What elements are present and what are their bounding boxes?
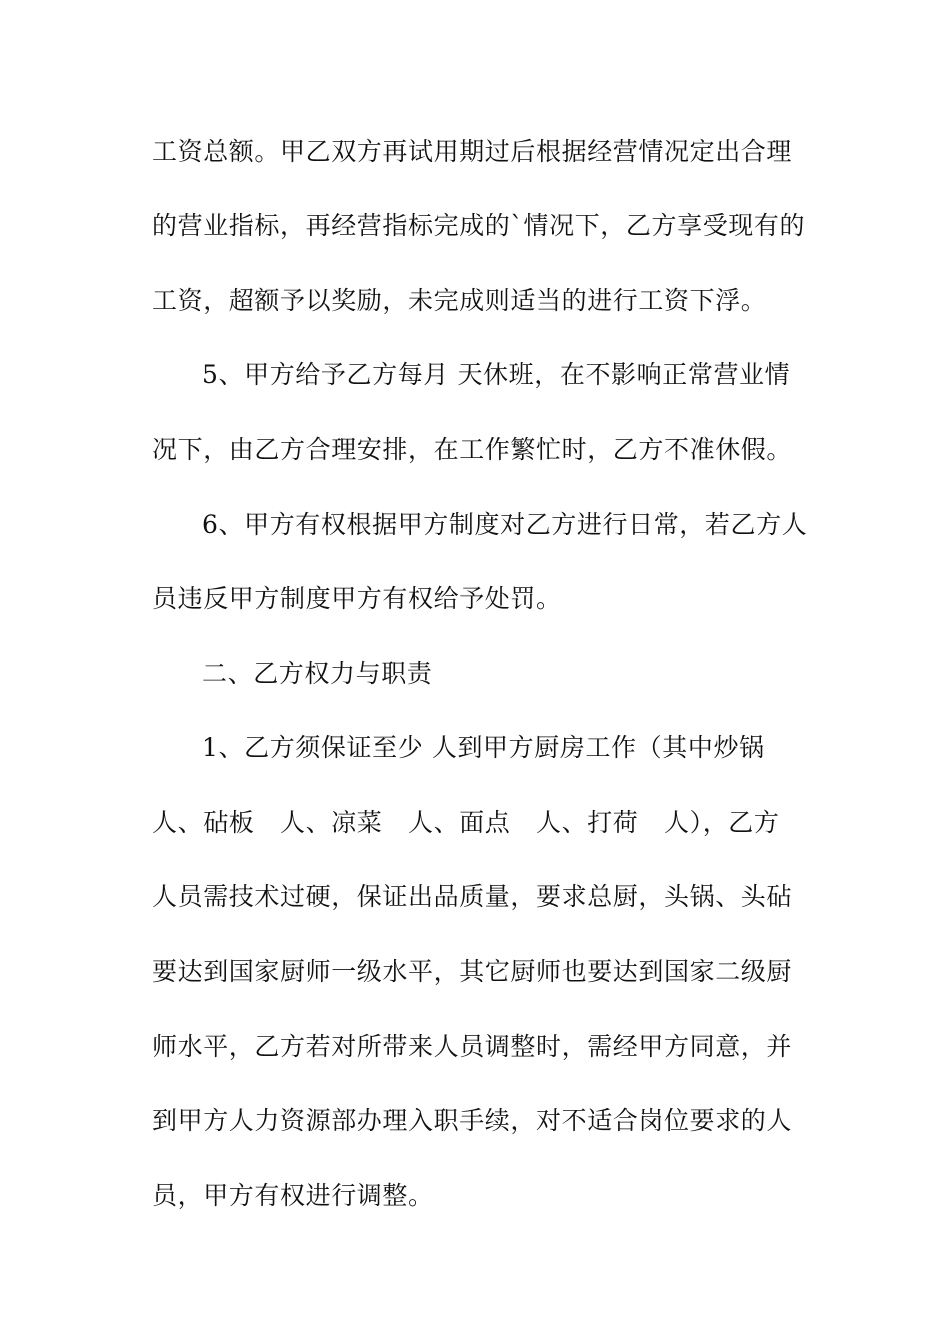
paragraph-6-line: 6、甲方有权根据甲方制度对乙方进行日常，若乙方人 [202, 510, 808, 539]
text-line: 要达到国家厨师一级水平，其它厨师也要达到国家二级厨 [152, 957, 793, 986]
text-line: 工资总额。甲乙双方再试用期过后根据经营情况定出合理 [152, 137, 793, 166]
text-line: 员，甲方有权进行调整。 [152, 1181, 434, 1210]
text-line: 到甲方人力资源部办理入职手续，对不适合岗位要求的人 [152, 1106, 793, 1135]
section-heading: 二、乙方权力与职责 [202, 659, 433, 688]
text-line: 人员需技术过硬，保证出品质量，要求总厨，头锅、头砧 [152, 882, 793, 911]
text-line: 员违反甲方制度甲方有权给予处罚。 [152, 584, 562, 613]
paragraph-5-line: 5、甲方给予乙方每月 天休班，在不影响正常营业情 [202, 360, 791, 389]
text-line: 的营业指标，再经营指标完成的`情况下，乙方享受现有的 [152, 211, 806, 240]
text-line: 人、砧板 人、凉菜 人、面点 人、打荷 人），乙方 [152, 808, 780, 837]
text-line: 况下，由乙方合理安排，在工作繁忙时，乙方不准休假。 [152, 435, 793, 464]
text-line: 工资，超额予以奖励，未完成则适当的进行工资下浮。 [152, 286, 767, 315]
text-line: 师水平，乙方若对所带来人员调整时，需经甲方同意，并 [152, 1032, 793, 1061]
paragraph-1-line: 1、乙方须保证至少 人到甲方厨房工作（其中炒锅 [202, 733, 765, 762]
